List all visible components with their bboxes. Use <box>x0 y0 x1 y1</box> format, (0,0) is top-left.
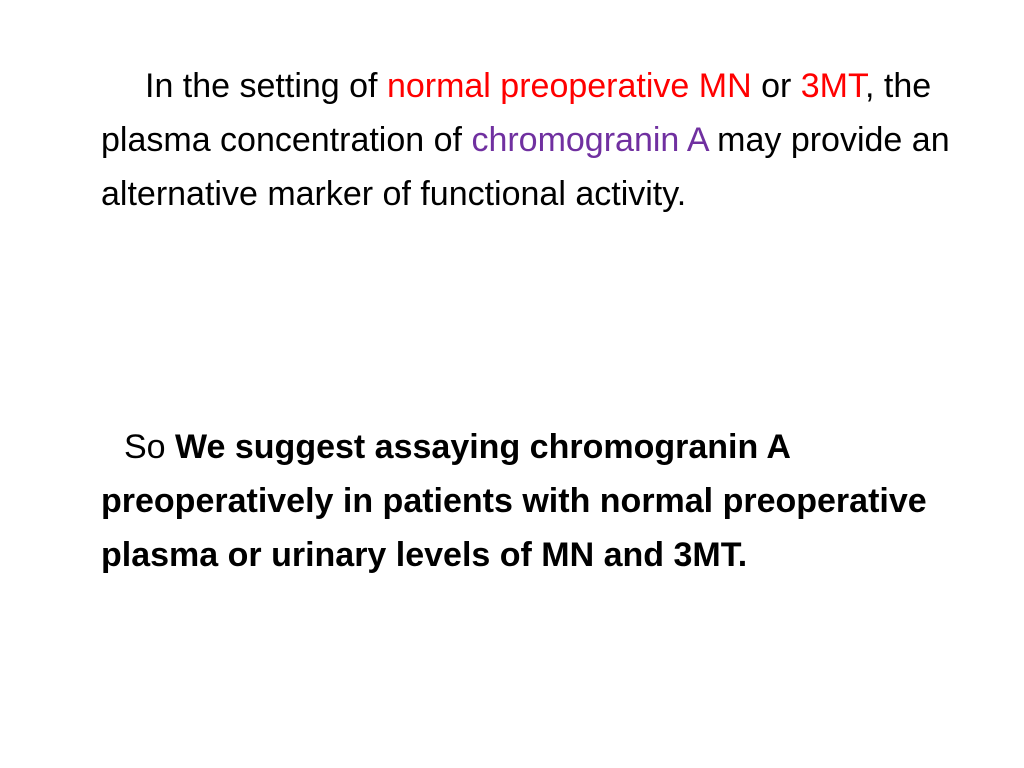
text-run-so: So <box>124 428 176 466</box>
text-run-setting: In the setting of <box>145 67 387 105</box>
text-run-plasma-concentration: , the plasma concentration of <box>101 67 932 159</box>
paragraph-suggestion <box>101 420 971 582</box>
highlight-chromogranin-a: chromogranin A <box>471 121 708 159</box>
highlight-3mt: 3MT <box>800 67 865 105</box>
highlight-normal-preoperative-mn: normal preoperative MN <box>386 67 752 105</box>
text-run-or: or <box>751 67 801 105</box>
text-run-alternative-marker: may provide an alternative marker of functional activity. <box>101 121 950 213</box>
bold-suggestion: We suggest assaying chromogranin A preoperatively in patients with normal preoperative plasma or urinary levels of MN and 3MT. <box>101 428 927 574</box>
paragraph-chromogranin-marker <box>101 59 971 221</box>
